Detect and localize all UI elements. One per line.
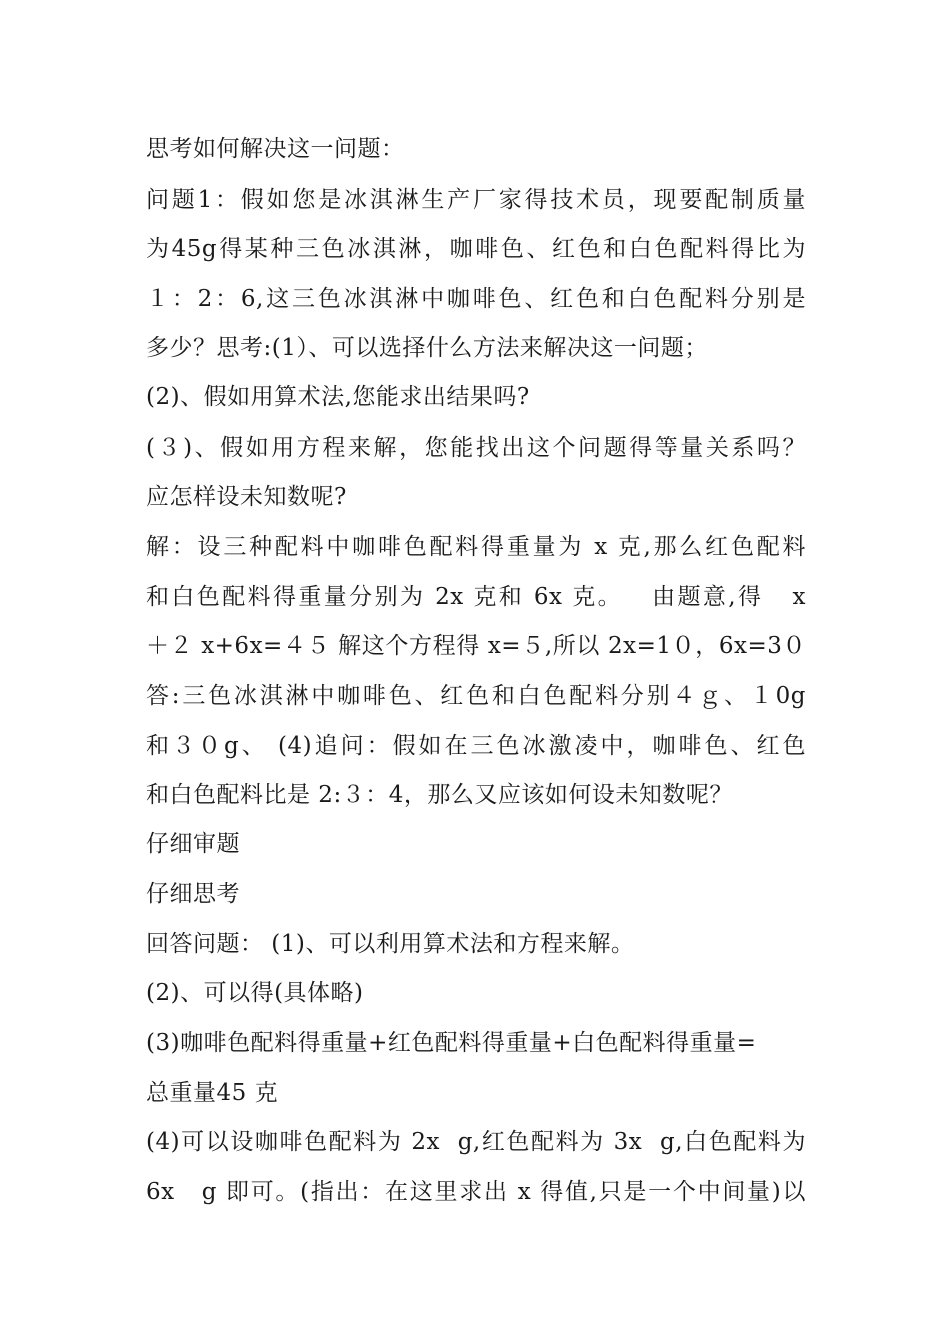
text-line-5: 多少？思考:(1）、可以选择什么方法来解决这一问题； <box>146 335 708 361</box>
text-line-13: 和３０g、 (4)追问：假如在三色冰激凌中，咖啡色、红色 <box>146 733 806 759</box>
text-line-12: 答:三色冰淇淋中咖啡色、红色和白色配料分别４ｇ、１0g <box>146 683 806 709</box>
text-line-11: ＋２ x+6x=４５ 解这个方程得 x=５,所以 2x=1０，6x=3０ <box>146 633 806 659</box>
text-line-15: 仔细审题 <box>146 831 240 857</box>
text-line-9: 解：设三种配料中咖啡色配料得重量为 x 克,那么红色配料 <box>146 534 806 560</box>
text-line-3: 为45g得某种三色冰淇淋，咖啡色、红色和白色配料得比为 <box>146 236 806 262</box>
text-line-17: 回答问题： (1)、可以利用算术法和方程来解。 <box>146 931 635 957</box>
text-line-1: 思考如何解决这一问题： <box>146 136 405 162</box>
text-line-16: 仔细思考 <box>146 881 240 907</box>
text-line-19: (3)咖啡色配料得重量+红色配料得重量+白色配料得重量= <box>146 1030 757 1056</box>
text-line-2: 问题1：假如您是冰淇淋生产厂家得技术员，现要配制质量 <box>146 187 806 213</box>
text-line-8: 应怎样设未知数呢? <box>146 484 347 510</box>
text-line-21: (4)可以设咖啡色配料为 2x g,红色配料为 3x g,白色配料为 <box>146 1129 806 1155</box>
text-line-22: 6x g 即可。(指出：在这里求出 x 得值,只是一个中间量)以 <box>146 1179 806 1205</box>
text-line-20: 总重量45 克 <box>146 1080 279 1106</box>
text-line-7: (３)、假如用方程来解，您能找出这个问题得等量关系吗？ <box>146 435 806 461</box>
text-line-18: (2)、可以得(具体略) <box>146 980 364 1006</box>
text-line-14: 和白色配料比是 2:３：4，那么又应该如何设未知数呢？ <box>146 782 733 808</box>
text-line-10: 和白色配料得重量分别为 2x 克和 6x 克。 由题意,得 x <box>146 584 806 610</box>
text-line-4: １：2：6,这三色冰淇淋中咖啡色、红色和白色配料分别是 <box>146 286 806 312</box>
text-line-6: (2)、假如用算术法,您能求出结果吗? <box>146 384 530 410</box>
